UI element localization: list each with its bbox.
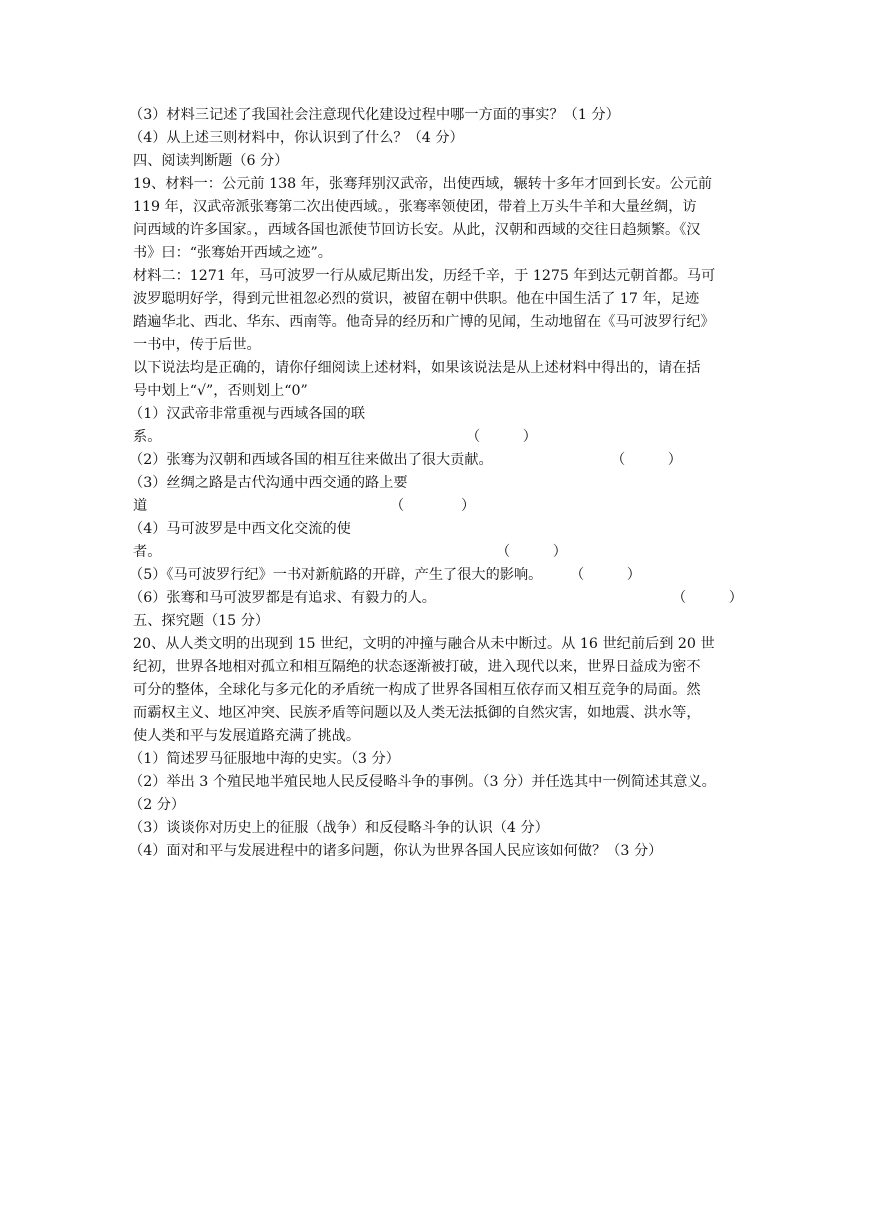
q19-item-5-text: （5）《马可波罗行纪》一书对新航路的开辟，产生了很大的影响。 [129,567,543,583]
q19-item-1-text: （1）汉武帝非常重视与西域各国的联 [129,406,366,422]
q19-instruction-line: 以下说法均是正确的，请你仔细阅读上述材料，如果该说法是从上述材料中得出的，请在括 [133,360,701,376]
q20-sub3: （3）谈谈你对历史上的征服（战争）和反侵略斗争的认识（4 分） [129,820,549,836]
q20-sub1: （1）简述罗马征服地中海的史实。（3 分） [129,751,400,767]
q20-passage-line: 可分的整体，全球化与多元化的矛盾统一构成了世界各国相互依存而又相互竞争的局面。然 [133,682,701,698]
q19-item-6-text: （6）张骞和马可波罗都是有追求、有毅力的人。 [129,590,436,606]
q20-sub4: （4）面对和平与发展进程中的诸多问题，你认为世界各国人民应该如何做？（3 分） [129,843,663,859]
q18-sub4: （4）从上述三则材料中，你认识到了什么？（4 分） [129,130,464,146]
q19-item-3-text: （3）丝绸之路是古代沟通中西交通的路上要 [129,475,408,491]
section4-heading: 四、阅读判断题（6 分） [133,153,289,169]
q19-instruction-line: 号中划上“√”，否则划上“0” [133,383,308,399]
q19-material2-line: 一书中，传于后世。 [133,337,261,353]
q19-item-2-answer-blank[interactable]: （ ） [611,452,682,468]
q19-material1-line: 19、材料一：公元前 138 年，张骞拜别汉武帝，出使西域，辗转十多年才回到长安。公元前 [133,176,713,192]
q19-item-6-answer-blank[interactable]: （ ） [672,590,743,606]
q19-item-5-answer-blank[interactable]: （ ） [570,567,641,583]
q20-passage-line: 使人类和平与发展道路充满了挑战。 [133,728,361,744]
q19-item-4-text: （4）马可波罗是中西文化交流的使 [129,521,351,537]
q19-material2-line: 踏遍华北、西北、华东、西南等。他奇异的经历和广博的见闻，生动地留在《马可波罗行纪》 [133,314,715,330]
q18-sub3: （3）材料三记述了我国社会注意现代化建设过程中哪一方面的事实？（1 分） [129,107,620,123]
section5-heading: 五、探究题（15 分） [133,613,270,629]
q19-material1-line: 问西域的许多国家。，西域各国也派使节回访长安。从此，汉朝和西域的交往日趋频繁。《汉 [133,222,701,238]
q19-material2-line: 材料二：1271 年，马可波罗一行从威尼斯出发，历经千辛，于 1275 年到达元朝首都。马可 [133,268,716,284]
q19-item-3-text-cont: 道 [133,498,148,514]
q19-item-2-text: （2）张骞为汉朝和西域各国的相互往来做出了很大贡献。 [129,452,493,468]
q20-passage-line: 纪初，世界各地相对孤立和相互隔绝的状态逐渐被打破，进入现代以来，世界日益成为密不 [133,659,701,675]
q19-item-4-text-cont: 者。 [133,544,162,560]
q20-passage-line: 而霸权主义、地区冲突、民族矛盾等问题以及人类无法抵御的自然灾害，如地震、洪水等， [133,705,701,721]
q19-material2-line: 波罗聪明好学，得到元世祖忽必烈的赏识，被留在朝中供职。他在中国生活了 17 年，足迹 [133,291,700,307]
q20-passage-line: 20、从人类文明的出现到 15 世纪，文明的冲撞与融合从未中断过。从 16 世纪前后到 20 世 [133,636,715,652]
q19-item-1-answer-blank[interactable]: （ ） [466,429,537,445]
q19-item-4-answer-blank[interactable]: （ ） [496,544,567,560]
q19-item-3-answer-blank[interactable]: （ ） [390,498,476,514]
q20-sub2-cont: （2 分） [129,797,186,813]
q19-material1-line: 书》曰：“张骞始开西域之迹”。 [133,245,332,261]
q19-item-1-text-cont: 系。 [133,429,162,445]
q20-sub2: （2）举出 3 个殖民地半殖民地人民反侵略斗争的事例。（3 分）并任选其中一例简述其意义。 [129,774,716,790]
q19-material1-line: 119 年，汉武帝派张骞第二次出使西域。，张骞率领使团，带着上万头牛羊和大量丝绸，访 [133,199,697,215]
